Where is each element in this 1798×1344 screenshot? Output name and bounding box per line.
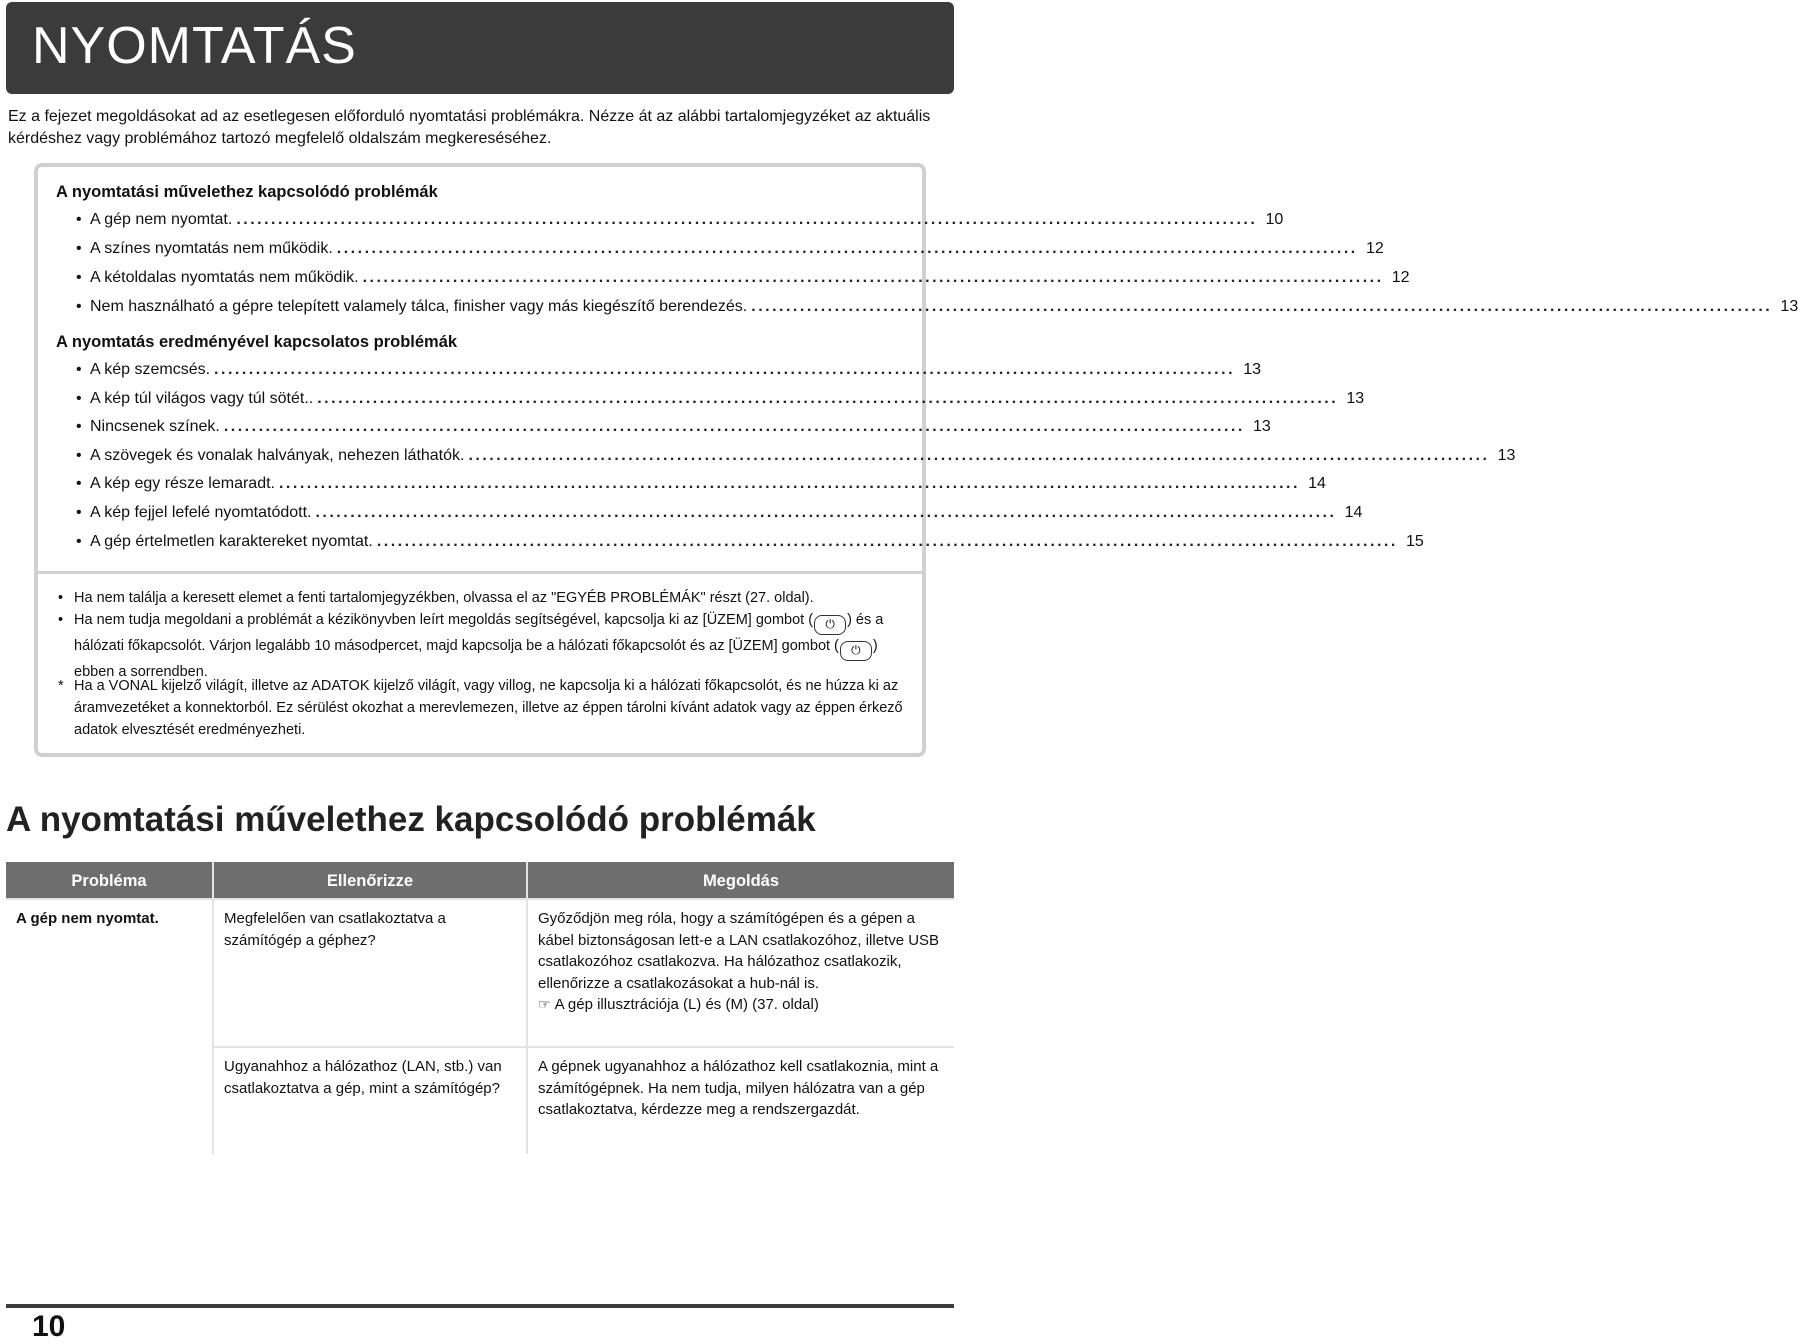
- power-symbol-icon: ⏻: [840, 641, 872, 661]
- note-item: * Ha a VONAL kijelző világít, illetve az ADATOK kijelző világít, vagy villog, ne kapcsolja ki a hálózati főkapcsolót, és ne húzza ki az áramvezetéket a konnektorból. Ez sérülést okozhat a merevlemezen, illetve az éppen tárolni kívánt adatok vagy az éppen érkező adatok elvesztését eredményezheti.: [58, 678, 903, 738]
- power-symbol-icon: ⏻: [814, 615, 846, 635]
- problem-cell: A gép nem nyomtat.: [6, 900, 212, 1154]
- toc-item[interactable]: • A kép egy része lemaradt. ................................................................................................................................................... 14: [76, 475, 1326, 492]
- column-header: Megoldás: [528, 862, 954, 898]
- column-header: Probléma: [6, 862, 212, 898]
- toc-item[interactable]: • A kép túl világos vagy túl sötét.. ................................................................................................................................................... 13: [76, 390, 1365, 407]
- toc-item[interactable]: • A színes nyomtatás nem működik. ................................................................................................................................................... 12: [76, 240, 1384, 257]
- toc-item[interactable]: • A kép szemcsés. ................................................................................................................................................... 13: [76, 361, 1262, 378]
- troubleshooting-table: [6, 862, 954, 1154]
- note-item: • Ha nem tudja megoldani a problémát a kézikönyvben leírt megoldás segítségével, kapcsolja ki az [ÜZEM] gombot ( ⏻ ) és a hálózati főkapcsolót. Várjon legalább 10 másodpercet, majd kapcsolja be a hálózati főkapcsolót és az [ÜZEM] gombot ( ⏻ ) ebben a sorrendben.: [58, 612, 884, 680]
- toc-section-heading: A nyomtatási művelethez kapcsolódó problémák: [56, 183, 438, 201]
- toc-item[interactable]: • Nincsenek színek. ................................................................................................................................................... 13: [76, 418, 1271, 435]
- column-header: Ellenőrizze: [214, 862, 526, 898]
- footer-rule: [6, 1304, 954, 1308]
- check-cell: Ugyanahhoz a hálózathoz (LAN, stb.) van csatlakoztatva a gép, mint a számítógép?: [214, 1048, 526, 1154]
- page-number: 10: [32, 1310, 66, 1343]
- intro-paragraph: Ez a fejezet megoldásokat ad az esetlegesen előforduló nyomtatási problémákra. Nézze át az alábbi tartalomjegyzéket az aktuális kérdéshez vagy problémához tartozó megfelelő oldalszám megkereséséhez.: [8, 108, 931, 147]
- toc-item[interactable]: • A kép fejjel lefelé nyomtatódott. ................................................................................................................................................... 14: [76, 504, 1363, 521]
- section-title: A nyomtatási művelethez kapcsolódó problémák: [6, 800, 816, 839]
- toc-item[interactable]: • A gép nem nyomtat. ................................................................................................................................................... 10: [76, 211, 1284, 228]
- table-of-contents: [34, 163, 1798, 757]
- solution-cell: Győződjön meg róla, hogy a számítógépen és a gépen a kábel biztonságosan lett-e a LAN csatlakozóhoz, illetve USB csatlakozóhoz csatlakozva. Ha hálózathoz csatlakozik, ellenőrizze a csatlakozásokat a hub-nál is. ☞ A gép illusztrációja (L) és (M) (37. oldal): [528, 900, 954, 1046]
- toc-item[interactable]: • A szövegek és vonalak halványak, nehezen láthatók. ................................................................................................................................................... 13: [76, 447, 1516, 464]
- toc-section-heading: A nyomtatás eredményével kapcsolatos problémák: [56, 333, 458, 351]
- toc-item[interactable]: • A kétoldalas nyomtatás nem működik. ................................................................................................................................................... 12: [76, 269, 1410, 286]
- chapter-title-bar: [6, 2, 954, 94]
- chapter-title: NYOMTATÁS: [32, 17, 357, 75]
- check-cell: Megfelelően van csatlakoztatva a számítógép a géphez?: [214, 900, 526, 1046]
- toc-item[interactable]: • Nem használható a gépre telepített valamely tálca, finisher vagy más kiegészítő berendezés. ................................................................................................................................................... 13: [76, 298, 1798, 315]
- pointing-hand-icon: ☞: [538, 996, 551, 1012]
- note-item: • Ha nem találja a keresett elemet a fenti tartalomjegyzékben, olvassa el az "EGYÉB PROBLÉMÁK" részt (27. oldal).: [58, 590, 814, 606]
- divider: [38, 571, 922, 574]
- page-reference-link[interactable]: A gép illusztrációja (L) és (M) (37. oldal): [554, 996, 819, 1013]
- solution-cell: A gépnek ugyanahhoz a hálózathoz kell csatlakoznia, mint a számítógépnek. Ha nem tudja, milyen hálózatra van a gép csatlakoztatva, kérdezze meg a rendszergazdát.: [528, 1048, 954, 1154]
- toc-item[interactable]: • A gép értelmetlen karaktereket nyomtat. ................................................................................................................................................... 15: [76, 533, 1424, 550]
